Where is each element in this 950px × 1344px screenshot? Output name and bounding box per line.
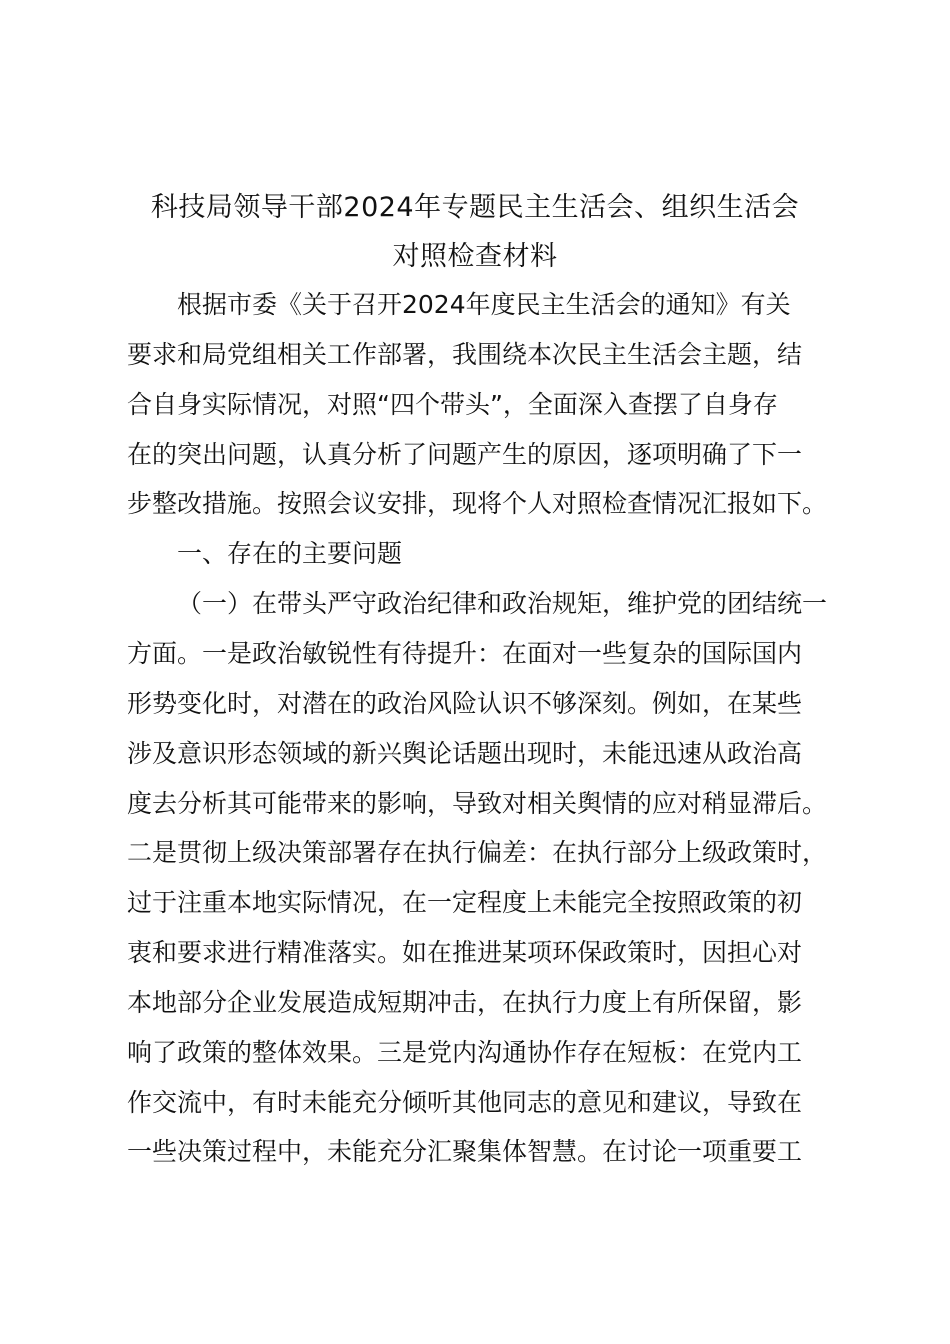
paragraph-line: 度去分析其可能带来的影响，导致对相关舆情的应对稍显滞后。 [127, 789, 828, 818]
paragraph-line: 二是贯彻上级决策部署存在执行偏差：在执行部分上级政策时， [127, 838, 828, 867]
paragraph-line: 方面。一是政治敏锐性有待提升：在面对一些复杂的国际国内 [127, 639, 803, 668]
paragraph-line: （一）在带头严守政治纪律和政治规矩，维护党的团结统一 [177, 589, 828, 618]
paragraph-line: 响了政策的整体效果。三是党内沟通协作存在短板：在党内工 [127, 1038, 803, 1067]
paragraph-line: 一些决策过程中，未能充分汇聚集体智慧。在讨论一项重要工 [127, 1137, 803, 1166]
paragraph-line: 衷和要求进行精准落实。如在推进某项环保政策时，因担心对 [127, 938, 803, 967]
paragraph-line: 形势变化时，对潜在的政治风险认识不够深刻。例如，在某些 [127, 689, 803, 718]
section-heading: 一、存在的主要问题 [177, 539, 403, 568]
paragraph-line: 合自身实际情况，对照“四个带头”，全面深入查摆了自身存 [127, 390, 778, 419]
paragraph-line: 在的突出问题，认真分析了问题产生的原因，逐项明确了下一 [127, 440, 803, 469]
paragraph-line: 要求和局党组相关工作部署，我围绕本次民主生活会主题，结 [127, 340, 803, 369]
paragraph-line: 根据市委《关于召开2024年度民主生活会的通知》有关 [177, 290, 791, 319]
paragraph-line: 本地部分企业发展造成短期冲击，在执行力度上有所保留，影 [127, 988, 803, 1017]
document-title-line-2: 对照检查材料 [392, 241, 558, 272]
paragraph-line: 过于注重本地实际情况，在一定程度上未能完全按照政策的初 [127, 888, 803, 917]
paragraph-line: 涉及意识形态领域的新兴舆论话题出现时，未能迅速从政治高 [127, 739, 803, 768]
document-title-line-1: 科技局领导干部2024年专题民主生活会、组织生活会 [150, 192, 800, 223]
paragraph-line: 作交流中，有时未能充分倾听其他同志的意见和建议，导致在 [127, 1088, 803, 1117]
paragraph-line: 步整改措施。按照会议安排，现将个人对照检查情况汇报如下。 [127, 489, 828, 518]
